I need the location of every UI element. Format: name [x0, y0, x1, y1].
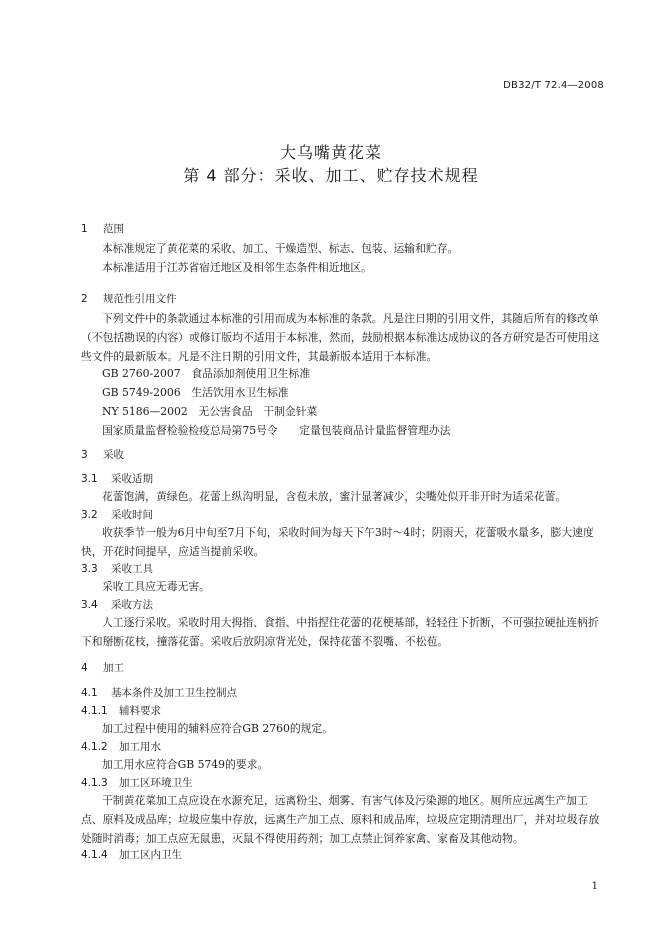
subsection-3-4-text: 人工逐行采收。采收时用大拇指、食指、中指捏住花蕾的花梗基部，轻轻往下折断，不可强拉硬扯连柄折下和掰断花枝，撞落花蕾。采收后放阴凉背光处，保持花蕾不裂嘴、不松苞。 [81, 616, 599, 648]
subsection-title: 加工区环境卫生 [119, 777, 193, 789]
subsection-title: 采收工具 [111, 563, 153, 575]
subsection-3-3-text: 采收工具应无毒无害。 [102, 580, 210, 593]
subsection-4-1-3-text: 干制黄花菜加工点应设在水源充足，远离粉尘、烟雾、有害气体及污染源的地区。厕所应远离生产加工点、原料及成品库；垃圾应集中存放，远离生产加工点、原料和成品库，垃圾应定期清理出厂，并对垃圾存放处随时消毒；加工点应无鼠患，灭鼠不得使用药剂；加工点禁止饲养家禽、家畜及其他动物。 [81, 794, 600, 845]
section-number: 3 [81, 449, 88, 461]
subsection-4-1-heading [81, 685, 237, 700]
section-title: 加工 [103, 662, 124, 674]
section-title: 采收 [103, 449, 124, 461]
section-title: 范围 [103, 223, 124, 235]
document-subtitle: 第 4 部分：采收、加工、贮存技术规程 [183, 166, 479, 185]
section-2-para-1: 下列文件中的条款通过本标准的引用而成为本标准的条款。凡是注日期的引用文件，其随后所有的修改单（不包括勘误的内容）或修订版均不适用于本标准，然而，鼓励根据本标准达成协议的各方研究是否可使用这些文件的最新版本。凡是不注日期的引用文件，其最新版本适用于本标准。 [81, 312, 600, 363]
subsection-3-1-heading [81, 471, 153, 486]
section-number: 2 [81, 293, 88, 305]
subsection-4-1-1-text: 加工过程中使用的辅料应符合GB 2760的规定。 [102, 722, 334, 735]
section-2-heading [81, 291, 177, 306]
standard-code: DB32/T 72.4—2008 [503, 80, 604, 91]
subsection-3-1-text: 花蕾饱满，黄绿色。花蕾上纵沟明显，含苞未放，蜜汁显著减少，尖嘴处似开非开时为适采花蕾。 [102, 490, 567, 503]
subsection-title: 采收时间 [111, 509, 153, 521]
document-title: 大乌嘴黄花菜 [279, 143, 382, 162]
reference-item: GB 5749-2006 生活饮用水卫生标准 [102, 386, 289, 399]
subsection-number: 4.1.4 [81, 849, 108, 861]
section-1-para-2: 本标准适用于江苏省宿迁地区及相邻生态条件相近地区。 [102, 261, 372, 274]
subsection-3-2-text: 收获季节一般为6月中旬至7月下旬，采收时间为每天下午3时～4时；阴雨天，花蕾吸水量多，膨大速度快，开花时间提早，应适当提前采收。 [81, 526, 594, 558]
subsection-number: 4.1 [81, 687, 98, 699]
section-3-heading [81, 447, 124, 462]
subsection-title: 辅料要求 [119, 705, 161, 717]
subsection-3-4-heading [81, 597, 153, 612]
subsection-4-1-4-heading [81, 847, 182, 862]
subsection-number: 4.1.2 [81, 741, 108, 753]
subsection-4-1-1-heading [81, 703, 161, 718]
subsection-title: 采收适期 [111, 473, 153, 485]
subsection-number: 3.2 [81, 509, 98, 521]
section-1-para-1: 本标准规定了黄花菜的采收、加工、干燥造型、标志、包装、运输和贮存。 [102, 242, 459, 255]
subsection-title: 加工用水 [119, 741, 161, 753]
subsection-number: 4.1.1 [81, 705, 108, 717]
subsection-title: 基本条件及加工卫生控制点 [111, 687, 237, 699]
reference-item: 国家质量监督检验检疫总局第75号令 定量包装商品计量监督管理办法 [102, 424, 451, 437]
subsection-3-2-heading [81, 507, 153, 522]
section-number: 4 [81, 662, 88, 674]
subsection-3-3-heading [81, 561, 153, 576]
page-number: 1 [591, 881, 598, 892]
section-number: 1 [81, 223, 88, 235]
subsection-4-1-2-text: 加工用水应符合GB 5749的要求。 [102, 758, 269, 771]
subsection-4-1-3-heading [81, 775, 193, 790]
subsection-number: 4.1.3 [81, 777, 108, 789]
section-1-heading [81, 221, 124, 236]
subsection-title: 加工区内卫生 [119, 849, 182, 861]
subsection-number: 3.1 [81, 473, 98, 485]
subsection-number: 3.3 [81, 563, 98, 575]
section-4-heading [81, 660, 124, 675]
section-title: 规范性引用文件 [103, 293, 177, 305]
reference-item: GB 2760-2007 食品添加剂使用卫生标准 [102, 367, 311, 380]
subsection-number: 3.4 [81, 599, 98, 611]
reference-item: NY 5186—2002 无公害食品 干制金针菜 [102, 405, 318, 418]
subsection-4-1-2-heading [81, 739, 161, 754]
subsection-title: 采收方法 [111, 599, 153, 611]
